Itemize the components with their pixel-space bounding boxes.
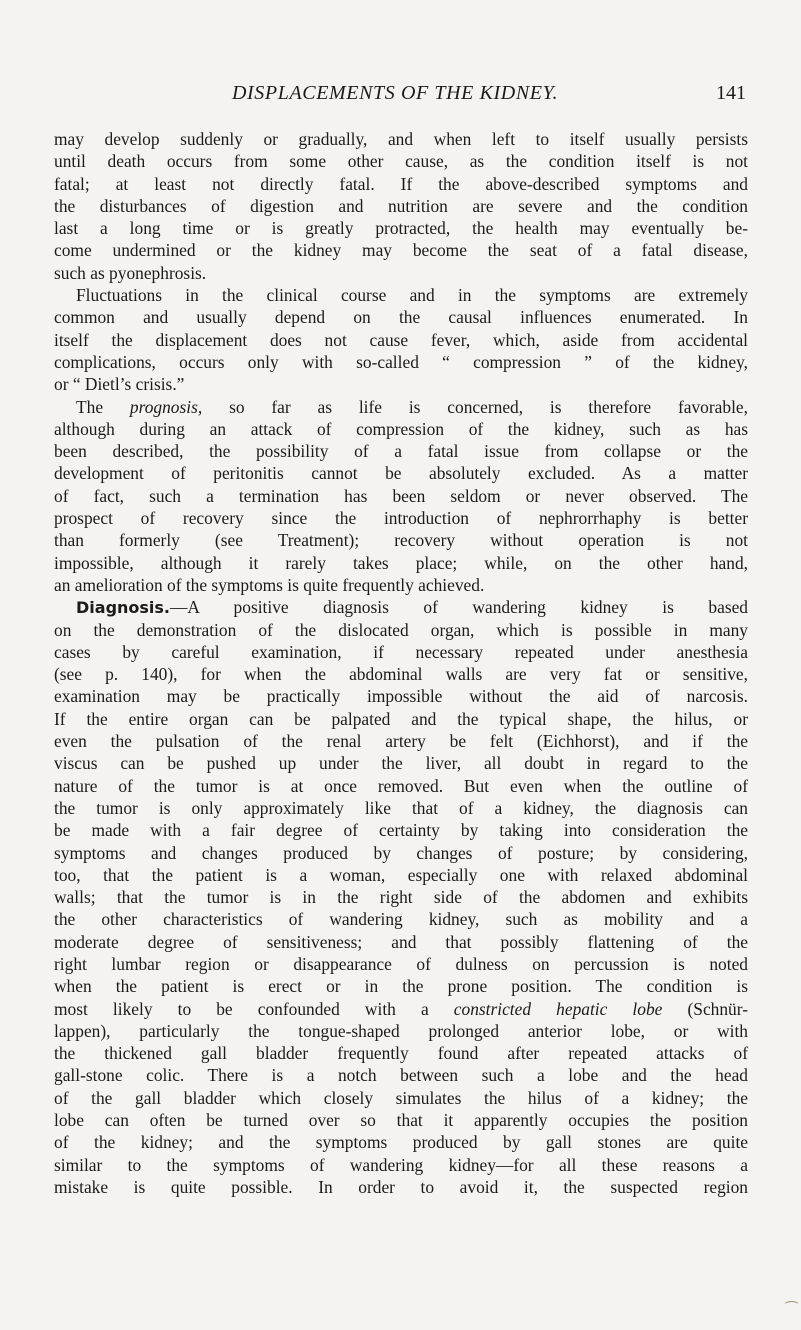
text-line: on the demonstration of the dislocated organ, which is possible in many xyxy=(54,619,748,640)
prognosis-lead: The xyxy=(76,396,104,417)
text-line: be made with a fair degree of certainty by taking into consideration the xyxy=(54,820,748,841)
text-line: prospect of recovery since the introduction of nephrorrhaphy is better xyxy=(54,508,748,529)
text-line: If the entire organ can be palpated and the typical shape, the hilus, or xyxy=(54,708,748,729)
text-line: common and usually depend on the causal influences enumerated. In xyxy=(54,307,748,328)
text-line: development of peritonitis cannot be absolutely excluded. As a matter xyxy=(54,463,748,484)
text-line: most likely to be confounded with a xyxy=(54,998,429,1019)
corner-mark: ⁀ xyxy=(786,1303,798,1318)
text-line: right lumbar region or disappearance of dulness on percussion is noted xyxy=(54,953,748,974)
running-head-title: DISPLACEMENTS OF THE KIDNEY. xyxy=(232,82,559,104)
text-line: walls; that the tumor is in the right side of the abdomen and exhibits xyxy=(54,887,748,908)
text-line: until death occurs from some other cause, as the condition itself is not xyxy=(54,151,748,172)
prognosis-term: prognosis, xyxy=(129,396,203,417)
text-line: the thickened gall bladder frequently found after repeated attacks of xyxy=(54,1043,748,1064)
text-line: fatal; at least not directly fatal. If the above-described symptoms and xyxy=(54,173,748,194)
text-line: last a long time or is greatly protracted, the health may eventually be- xyxy=(54,218,748,239)
text-line: too, that the patient is a woman, especially one with relaxed abdominal xyxy=(54,864,748,885)
text-line: similar to the symptoms of wandering kidney—for all these reasons a xyxy=(54,1154,748,1175)
text-line: been described, the possibility of a fatal issue from collapse or the xyxy=(54,441,748,462)
prognosis-paragraph-start xyxy=(54,396,748,418)
text-line: moderate degree of sensitiveness; and that possibly flattening of the xyxy=(54,931,748,952)
text-line: complications, occurs only with so-called “ compression ” of the kidney, xyxy=(54,351,748,372)
text-line: mistake is quite possible. In order to avoid it, the suspected region xyxy=(54,1176,748,1197)
text-line: than formerly (see Treatment); recovery without operation is not xyxy=(54,530,748,551)
running-head xyxy=(0,82,801,112)
text-line: A positive diagnosis of wandering kidney is based xyxy=(187,597,748,618)
text-line: of fact, such a termination has been seldom or never observed. The xyxy=(54,485,748,506)
text-line: itself the displacement does not cause fever, which, aside from accidental xyxy=(54,329,748,350)
text-line: when the patient is erect or in the prone position. The condition is xyxy=(54,976,748,997)
text-line: the other characteristics of wandering kidney, such as mobility and a xyxy=(54,909,748,930)
text-line: even the pulsation of the renal artery be felt (Eichhorst), and if the xyxy=(54,731,748,752)
hepatic-line xyxy=(54,998,748,1020)
text-line: an amelioration of the symptoms is quite frequently achieved. xyxy=(54,574,485,595)
text-line: gall-stone colic. There is a notch between such a lobe and the head xyxy=(54,1065,748,1086)
hepatic-term: constricted hepatic lobe xyxy=(453,998,663,1019)
diagnosis-dash: — xyxy=(170,597,188,618)
body-text xyxy=(54,128,748,1198)
page-number: 141 xyxy=(716,82,746,104)
text-line: or “ Dietl’s crisis.” xyxy=(54,374,185,395)
text-line: lappen), particularly the tongue-shaped prolonged anterior lobe, or with xyxy=(54,1020,748,1041)
text-line: come undermined or the kidney may become the seat of a fatal disease, xyxy=(54,240,748,261)
text-line: of the kidney; and the symptoms produced by gall stones are quite xyxy=(54,1132,748,1153)
text-line: the tumor is only approximately like that of a kidney, the diagnosis can xyxy=(54,797,748,818)
text-line: nature of the tumor is at once removed. But even when the outline of xyxy=(54,775,748,796)
text-line: may develop suddenly or gradually, and when left to itself usually persists xyxy=(54,129,748,149)
text-line: cases by careful examination, if necessary repeated under anesthesia xyxy=(54,641,748,662)
text-line: Fluctuations in the clinical course and in the symptoms are extremely xyxy=(76,285,748,306)
hepatic-tail: (Schnür- xyxy=(687,998,748,1019)
text-line: symptoms and changes produced by changes of posture; by considering, xyxy=(54,842,748,863)
text-line: of the gall bladder which closely simulates the hilus of a kidney; the xyxy=(54,1087,748,1108)
text-line: viscus can be pushed up under the liver, all doubt in regard to the xyxy=(54,753,748,774)
text-line: the disturbances of digestion and nutrition are severe and the condition xyxy=(54,195,748,216)
text-line: so far as life is concerned, is therefore favorable, xyxy=(229,396,748,417)
text-line: lobe can often be turned over so that it apparently occupies the position xyxy=(54,1110,748,1131)
text-line: impossible, although it rarely takes place; while, on the other hand, xyxy=(54,552,748,573)
diagnosis-heading: Diagnosis. xyxy=(76,598,171,618)
diagnosis-paragraph-start xyxy=(54,596,748,618)
text-line: such as pyonephrosis. xyxy=(54,262,207,283)
text-line: (see p. 140), for when the abdominal walls are very fat or sensitive, xyxy=(54,664,748,685)
text-line: although during an attack of compression of the kidney, such as has xyxy=(54,418,748,439)
text-line: examination may be practically impossible without the aid of narcosis. xyxy=(54,686,748,707)
